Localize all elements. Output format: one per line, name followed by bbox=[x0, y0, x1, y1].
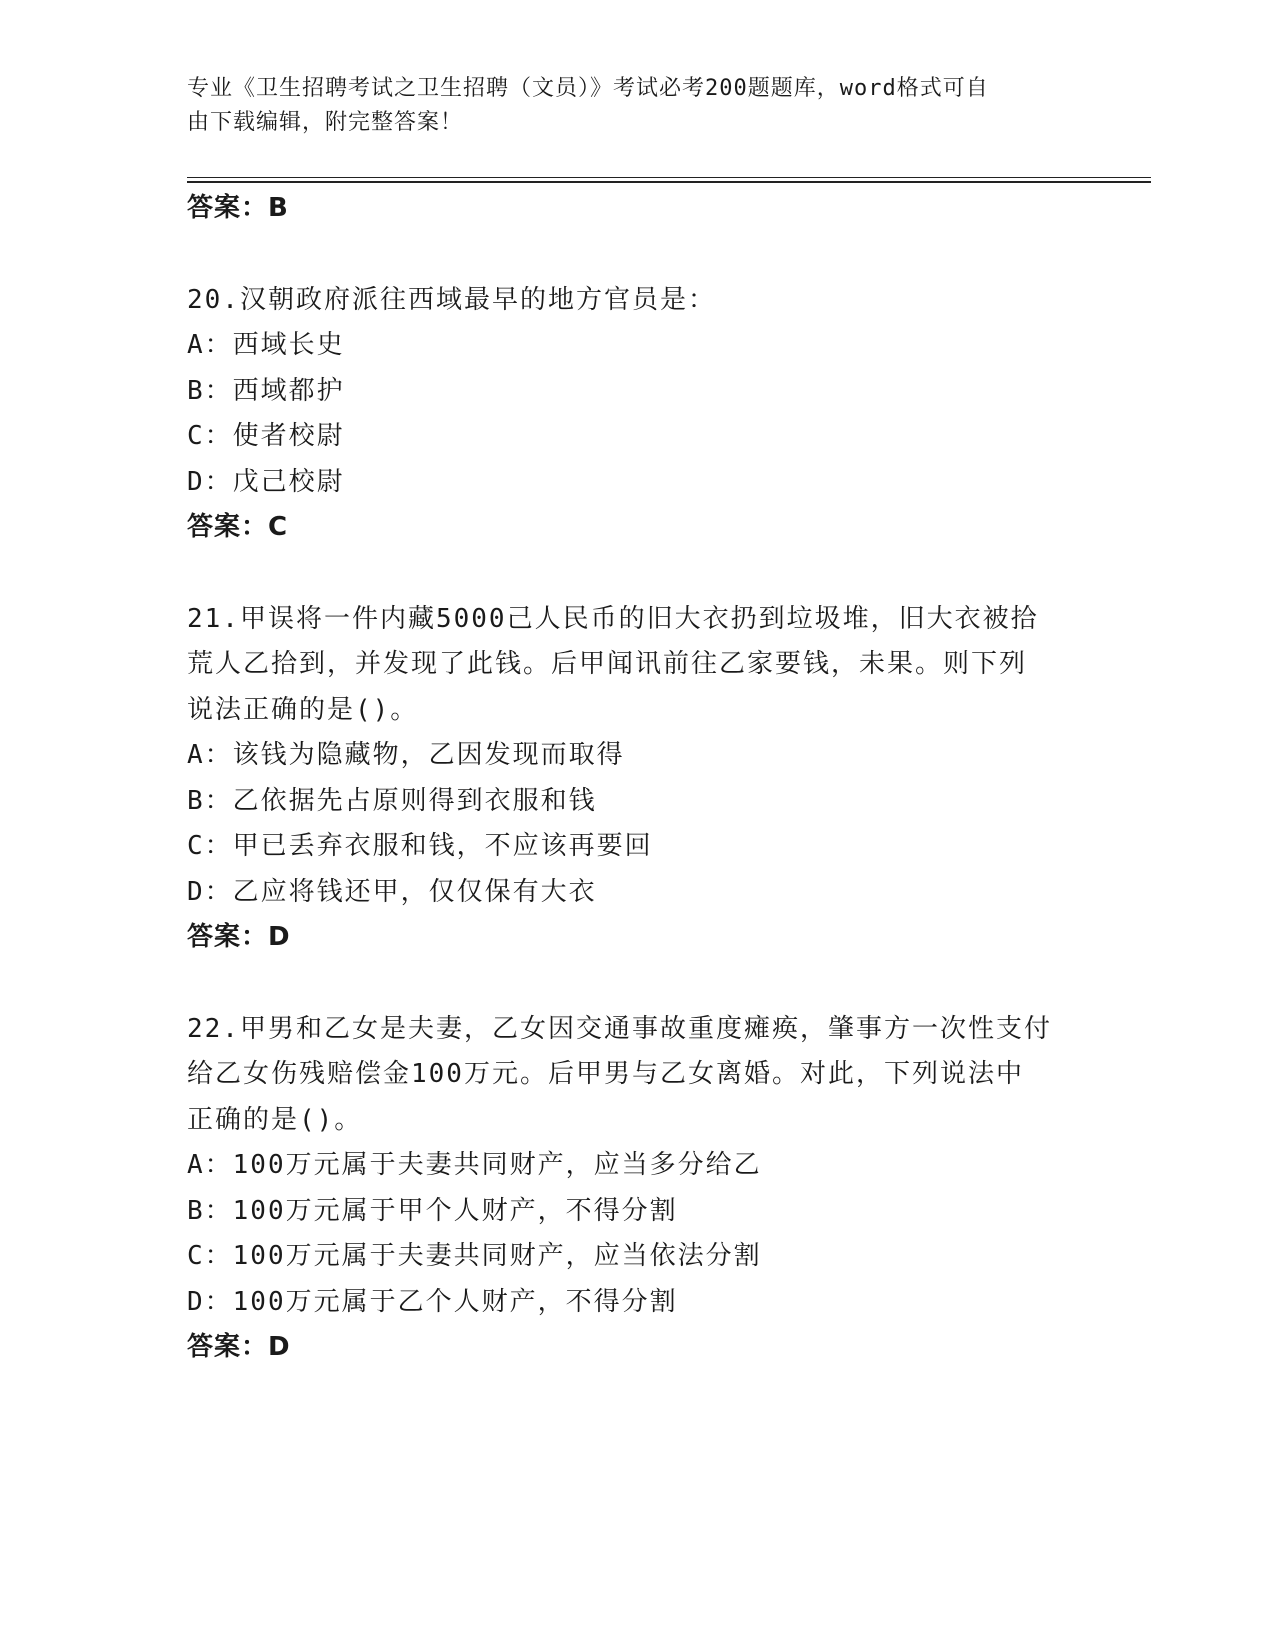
question-21 bbox=[187, 597, 1087, 961]
question-stem-line-2: 给乙女伤残赔偿金100万元。后甲男与乙女离婚。对此，下列说法中 bbox=[187, 1059, 1024, 1089]
question-stem-line-2: 荒人乙拾到，并发现了此钱。后甲闻讯前往乙家要钱，未果。则下列 bbox=[187, 649, 1028, 679]
question-stem: 20.汉朝政府派往西域最早的地方官员是： bbox=[187, 284, 716, 315]
question-stem-line-3: 说法正确的是()。 bbox=[187, 694, 419, 725]
header-divider-thick bbox=[187, 181, 1151, 183]
question-list bbox=[187, 186, 1087, 1371]
option-d: D：戊己校尉 bbox=[187, 466, 345, 497]
spacer bbox=[187, 551, 1087, 597]
spacer bbox=[187, 961, 1087, 1007]
question-stem-line-1: 21.甲误将一件内藏5000己人民币的旧大衣扔到垃圾堆，旧大衣被拾 bbox=[187, 603, 1039, 634]
answer: 答案：D bbox=[187, 922, 291, 952]
option-a: A：西域长史 bbox=[187, 330, 345, 360]
spacer bbox=[187, 232, 1087, 278]
answer-previous: 答案：B bbox=[187, 193, 289, 223]
option-d: D：100万元属于乙个人财产，不得分割 bbox=[187, 1286, 678, 1317]
option-c: C：100万元属于夫妻共同财产，应当依法分割 bbox=[187, 1241, 762, 1271]
answer: 答案：D bbox=[187, 1332, 291, 1362]
document-header bbox=[187, 72, 1067, 140]
question-stem-line-3: 正确的是()。 bbox=[187, 1104, 363, 1135]
question-22 bbox=[187, 1007, 1087, 1371]
header-line-2: 由下载编辑，附完整答案！ bbox=[187, 110, 464, 135]
answer: 答案：C bbox=[187, 512, 289, 542]
option-a: A：100万元属于夫妻共同财产，应当多分给乙 bbox=[187, 1150, 762, 1180]
question-stem-line-1: 22.甲男和乙女是夫妻，乙女因交通事故重度瘫痪，肇事方一次性支付 bbox=[187, 1013, 1052, 1044]
option-b: B：乙依据先占原则得到衣服和钱 bbox=[187, 785, 597, 816]
option-c: C：甲已丢弃衣服和钱，不应该再要回 bbox=[187, 831, 653, 861]
option-d: D：乙应将钱还甲，仅仅保有大衣 bbox=[187, 876, 597, 907]
header-line-1: 专业《卫生招聘考试之卫生招聘（文员）》考试必考200题题库，word格式可自 bbox=[187, 76, 989, 101]
option-c: C：使者校尉 bbox=[187, 421, 345, 451]
option-a: A：该钱为隐藏物，乙因发现而取得 bbox=[187, 740, 625, 770]
option-b: B：西域都护 bbox=[187, 375, 345, 406]
question-20 bbox=[187, 278, 1087, 551]
header-divider-thin bbox=[187, 177, 1151, 178]
option-b: B：100万元属于甲个人财产，不得分割 bbox=[187, 1195, 678, 1226]
